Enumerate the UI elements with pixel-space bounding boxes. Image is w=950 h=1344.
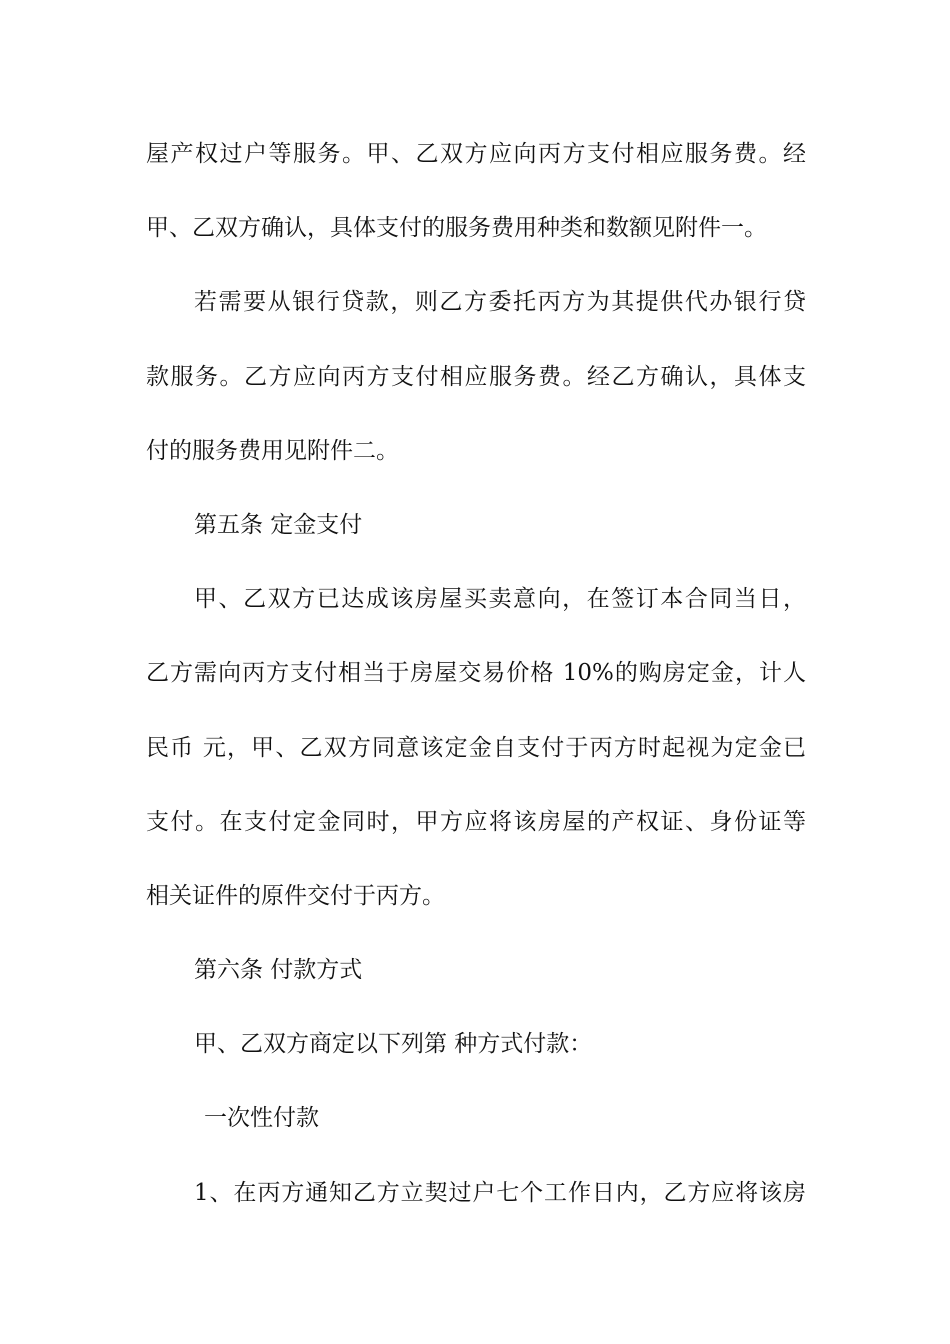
document-body bbox=[146, 134, 806, 1247]
text-line: 民币 元，甲、乙双方同意该定金自支付于丙方时起视为定金已 bbox=[146, 734, 806, 761]
text-line: 甲、乙双方商定以下列第 种方式付款： bbox=[194, 1031, 593, 1058]
text-line: 支付。在支付定金同时，甲方应将该房屋的产权证、身份证等 bbox=[146, 808, 806, 835]
text-line: 相关证件的原件交付于丙方。 bbox=[146, 882, 445, 909]
subheading: 一次性付款 bbox=[204, 1105, 319, 1132]
text-line: 若需要从银行贷款，则乙方委托丙方为其提供代办银行贷 bbox=[194, 289, 806, 316]
text-line: 付的服务费用见附件二。 bbox=[146, 437, 399, 464]
text-line: 甲、乙双方确认，具体支付的服务费用种类和数额见附件一。 bbox=[146, 215, 767, 242]
section-heading: 第六条 付款方式 bbox=[194, 957, 363, 984]
text-line: 屋产权过户等服务。甲、乙双方应向丙方支付相应服务费。经 bbox=[146, 141, 806, 167]
text-line: 乙方需向丙方支付相当于房屋交易价格 10%的购房定金，计人 bbox=[146, 660, 806, 687]
section-heading: 第五条 定金支付 bbox=[194, 511, 363, 538]
text-line: 1、在丙方通知乙方立契过户七个工作日内，乙方应将该房 bbox=[194, 1179, 806, 1206]
text-line: 款服务。乙方应向丙方支付相应服务费。经乙方确认，具体支 bbox=[146, 363, 806, 390]
text-line: 甲、乙双方已达成该房屋买卖意向，在签订本合同当日， bbox=[194, 586, 806, 613]
